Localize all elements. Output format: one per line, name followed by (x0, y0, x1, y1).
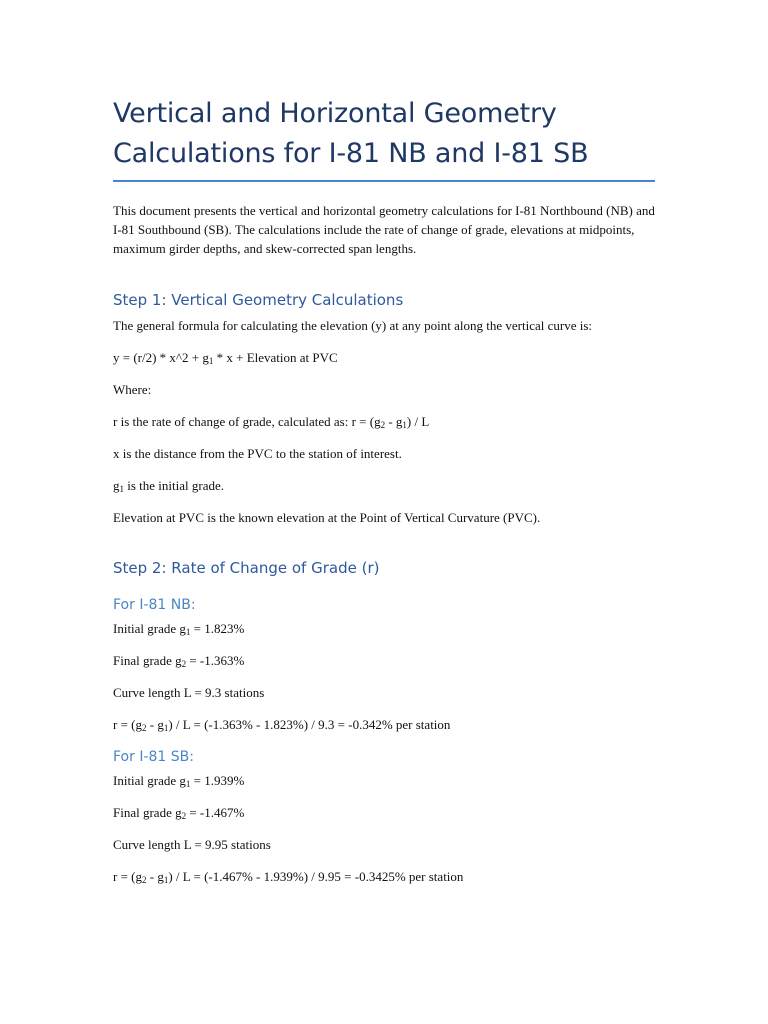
title-underline (113, 180, 655, 182)
sb-curve-length: Curve length L = 9.95 stations (113, 837, 271, 852)
title-line-1: Vertical and Horizontal Geometry (113, 98, 557, 129)
g1-definition: $g_1$ is the initial grade. (113, 478, 225, 494)
pvc-definition: Elevation at PVC is the known elevation at the Point of Vertical Curvature (PVC). (113, 510, 541, 525)
nb-curve-length: Curve length L = 9.3 stations (113, 685, 265, 700)
sb-rate-calculation: $r = (g_2 - g_1) / L = (-1.467\% - 1.939\%) / 9.95 = -0.3425\%$ per station (113, 869, 464, 885)
document-title (113, 94, 655, 174)
sb-heading: For I-81 SB: (113, 749, 194, 765)
elevation-formula: y = (r/2) * x^2 + $g_1$ * x + Elevation at PVC (113, 350, 338, 366)
x-definition: x is the distance from the PVC to the station of interest. (113, 446, 402, 461)
sb-initial-grade: Initial grade $g_1 = 1.939\%$ (113, 773, 245, 789)
title-line-2: Calculations for I-81 NB and I-81 SB (113, 138, 589, 169)
step2-heading: Step 2: Rate of Change of Grade (r) (113, 559, 380, 577)
where-label: Where: (113, 382, 152, 397)
formula-intro: The general formula for calculating the elevation (y) at any point along the vertical curve is: (113, 318, 593, 333)
document-page (113, 94, 655, 885)
nb-heading: For I-81 NB: (113, 597, 196, 613)
nb-rate-calculation: $r = (g_2 - g_1) / L = (-1.363\% - 1.823\%) / 9.3 = -0.342\%$ per station (113, 717, 451, 733)
sb-final-grade: Final grade $g_2 = -1.467\%$ (113, 805, 245, 821)
nb-final-grade: Final grade $g_2 = -1.363\%$ (113, 653, 245, 669)
intro-paragraph: This document presents the vertical and horizontal geometry calculations for I-81 Northbound (NB) and I-81 Southbound (SB). The calculations include the rate of change of grade, elevations at midpoints, maximum girder depths, and skew-corrected span lengths. (113, 203, 655, 256)
r-definition: r is the rate of change of grade, calculated as: $r = (g_2 - g_1) / L$ (113, 414, 430, 430)
step1-heading: Step 1: Vertical Geometry Calculations (113, 291, 404, 309)
nb-initial-grade: Initial grade $g_1 = 1.823\%$ (113, 621, 245, 637)
